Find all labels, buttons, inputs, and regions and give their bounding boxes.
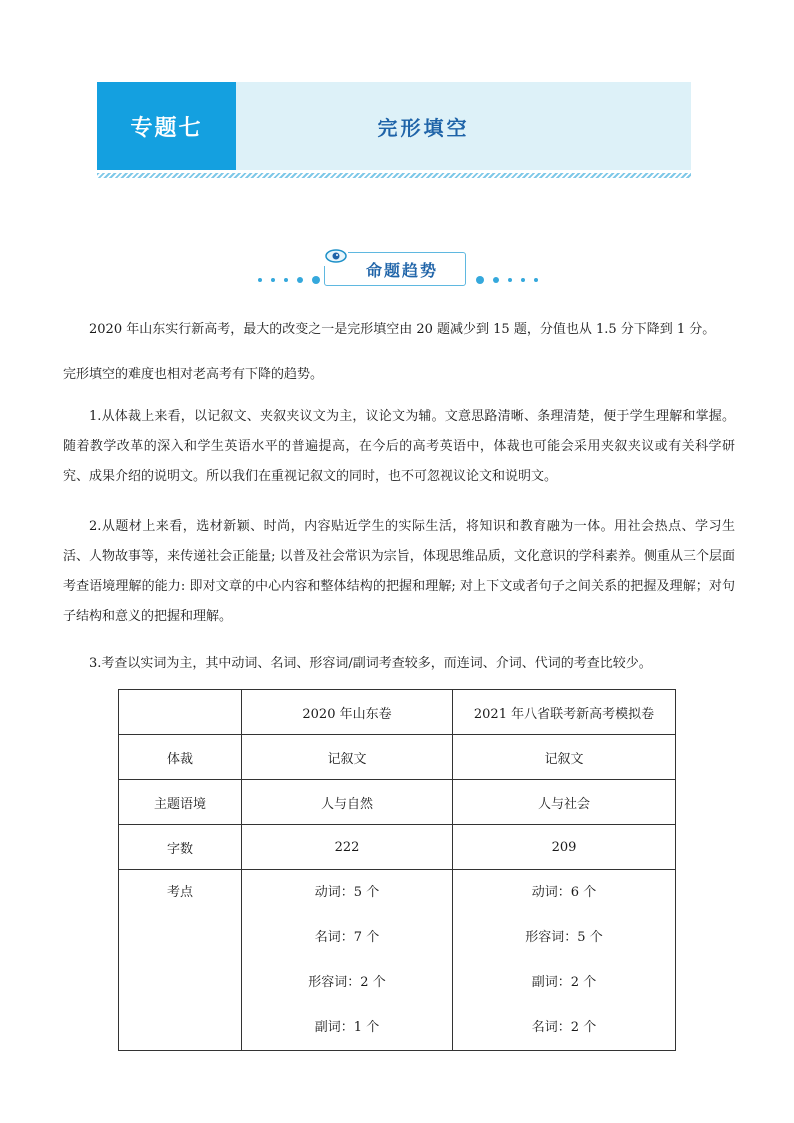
table-row [119, 825, 676, 870]
table-header-cell: 2020 年山东卷 [242, 690, 453, 735]
topic-number-label: 专题七 [97, 82, 236, 170]
paragraph-topic: 2.从题材上来看，选材新颖、时尚，内容贴近学生的实际生活，将知识和教育融为一体。用社会热点、学习生活、人物故事等，来传递社会正能量; 以普及社会常识为宗旨，体现思维品质，文化意识的学科素养。侧重从三个层面考查语境理解的能力: 即对文章的中心内容和整体结构的把握和理解; 对上下文或者句子之间关系的把握及理解；对句子结构和意义的把握和理解。 [63, 519, 735, 624]
trend-section-badge [258, 250, 538, 290]
table-cell: 人与自然 [242, 780, 453, 825]
kaodian-item: 名词：2 个 [531, 1020, 597, 1035]
paragraph-intro-2: 完形填空的难度也相对老高考有下降的趋势。 [63, 367, 324, 382]
topic-header [97, 82, 691, 170]
eye-icon [324, 246, 348, 266]
kaodian-item: 动词：5 个 [314, 885, 380, 900]
table-cell: 222 [242, 825, 453, 870]
decorative-dots-left [258, 276, 320, 284]
paragraph-genre: 1.从体裁上来看，以记叙文、夹叙夹议文为主，议论文为辅。文意思路清晰、条理清楚，便于学生理解和掌握。随着教学改革的深入和学生英语水平的普遍提高，在今后的高考英语中，体裁也可能会采用夹叙夹议或有关科学研究、成果介绍的说明文。所以我们在重视记叙文的同时，也不可忽视议论文和说明文。 [63, 409, 735, 484]
decorative-dots-right [476, 276, 538, 284]
table-cell: 人与社会 [453, 780, 676, 825]
trend-badge-label: 命题趋势 [365, 260, 438, 280]
topic-title: 完形填空 [377, 115, 470, 140]
kaodian-item: 副词：2 个 [531, 975, 597, 990]
header-divider [97, 173, 691, 178]
paragraph-intro-1: 2020 年山东实行新高考，最大的改变之一是完形填空由 20 题减少到 15 题，分值也从 1.5 分下降到 1 分。 [89, 322, 716, 337]
table-cell: 209 [453, 825, 676, 870]
comparison-table [118, 689, 676, 1051]
table-row [119, 735, 676, 780]
table-header-cell: 2021 年八省联考新高考模拟卷 [453, 690, 676, 735]
table-cell: 体裁 [119, 735, 242, 780]
table-header-row [119, 690, 676, 735]
table-row [119, 780, 676, 825]
kaodian-item: 形容词：2 个 [308, 975, 386, 990]
kaodian-item: 副词：1 个 [314, 1020, 380, 1035]
table-cell [119, 870, 242, 1051]
table-row-kaodian [119, 870, 676, 1051]
kaodian-item: 形容词：5 个 [525, 930, 603, 945]
kaodian-item: 名词：7 个 [314, 930, 380, 945]
table-cell [453, 870, 676, 1051]
table-cell: 字数 [119, 825, 242, 870]
kaodian-item: 动词：6 个 [531, 885, 597, 900]
table-cell: 记叙文 [242, 735, 453, 780]
table-cell: 主题语境 [119, 780, 242, 825]
kaodian-label: 考点 [166, 885, 193, 900]
table-cell [242, 870, 453, 1051]
table-cell: 记叙文 [453, 735, 676, 780]
paragraph-vocab: 3.考查以实词为主，其中动词、名词、形容词/副词考查较多，而连词、介词、代词的考查比较少。 [89, 656, 652, 671]
table-header-cell [119, 690, 242, 735]
